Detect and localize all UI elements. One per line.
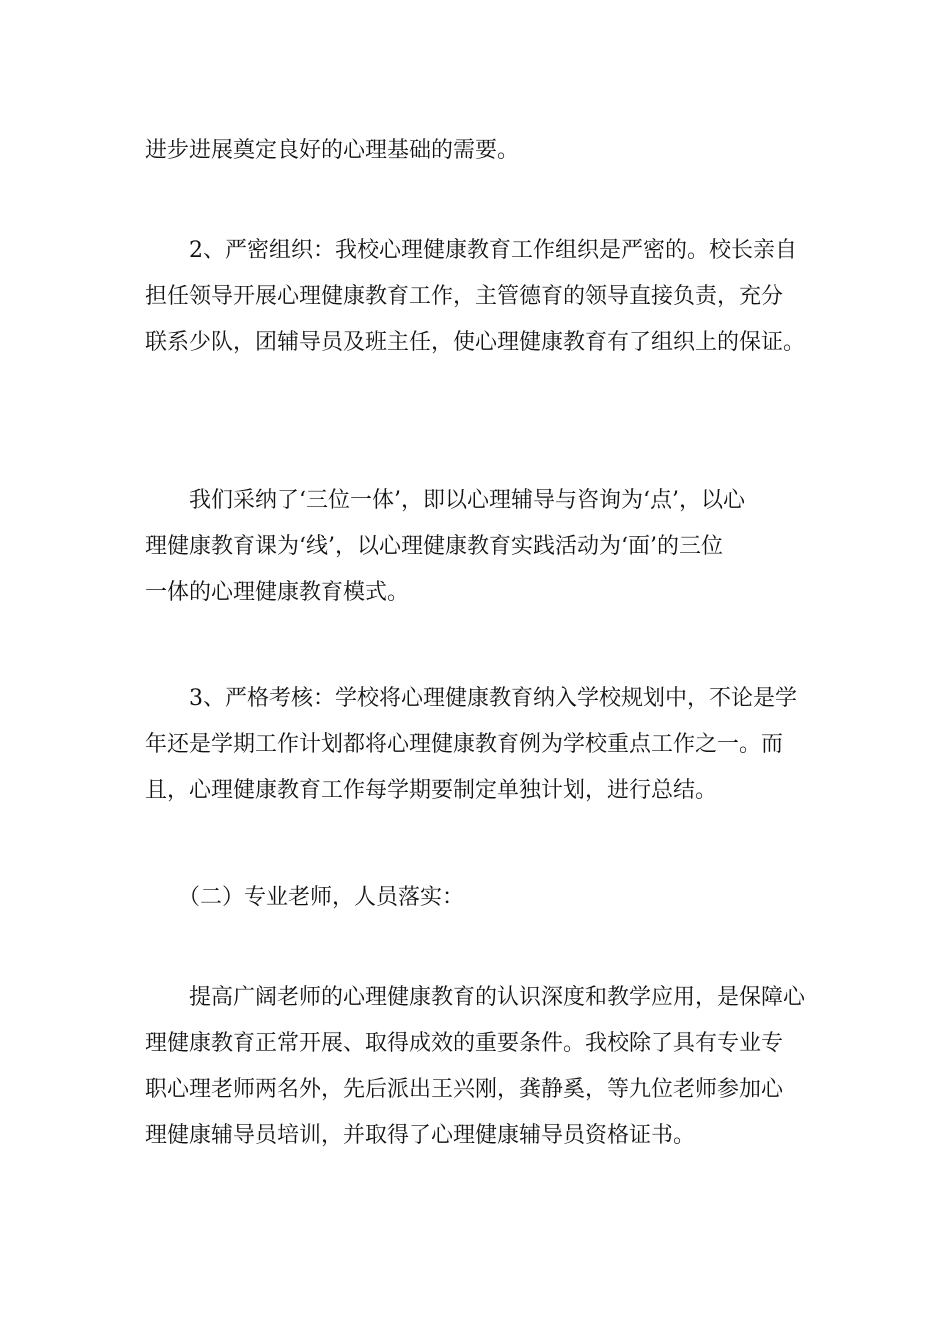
text-line: 进步进展奠定良好的心理基础的需要。	[145, 138, 520, 163]
paragraph-three-in-one-model	[145, 478, 825, 616]
text-line: （二）专业老师，人员落实：	[145, 885, 465, 910]
text-line: 一体的心理健康教育模式。	[145, 580, 410, 605]
text-line: 理健康教育正常开展、取得成效的重要条件。我校除了具有专业专	[145, 1031, 784, 1056]
paragraph-strict-assessment	[145, 676, 825, 814]
text-line: 2、严密组织：我校心理健康教育工作组织是严密的。校长亲自	[145, 238, 797, 263]
text-line: 理健康辅导员培训，并取得了心理健康辅导员资格证书。	[145, 1123, 696, 1148]
paragraph-strict-organization	[145, 228, 825, 366]
text-line: 担任领导开展心理健康教育工作，主管德育的领导直接负责，充分	[145, 284, 784, 309]
text-line: 提高广阔老师的心理健康教育的认识深度和教学应用，是保障心	[145, 985, 806, 1010]
paragraph-teacher-training	[145, 975, 825, 1159]
text-line: 年还是学期工作计划都将心理健康教育例为学校重点工作之一。而	[145, 732, 784, 757]
text-line: 联系少队，团辅导员及班主任，使心理健康教育有了组织上的保证。	[145, 330, 806, 355]
text-line: 且，心理健康教育工作每学期要制定单独计划，进行总结。	[145, 778, 718, 803]
section-heading-professional-teachers	[145, 875, 825, 921]
text-line: 我们采纳了‘三位一体’，即以心理辅导与咨询为‘点’，以心	[145, 488, 745, 513]
paragraph-intro-continuation	[145, 128, 825, 174]
text-line: 理健康教育课为‘线’，以心理健康教育实践活动为‘面’的三位	[145, 534, 723, 559]
text-line: 职心理老师两名外，先后派出王兴刚，龚静奚，等九位老师参加心	[145, 1077, 784, 1102]
text-line: 3、严格考核：学校将心理健康教育纳入学校规划中，不论是学	[145, 686, 797, 711]
